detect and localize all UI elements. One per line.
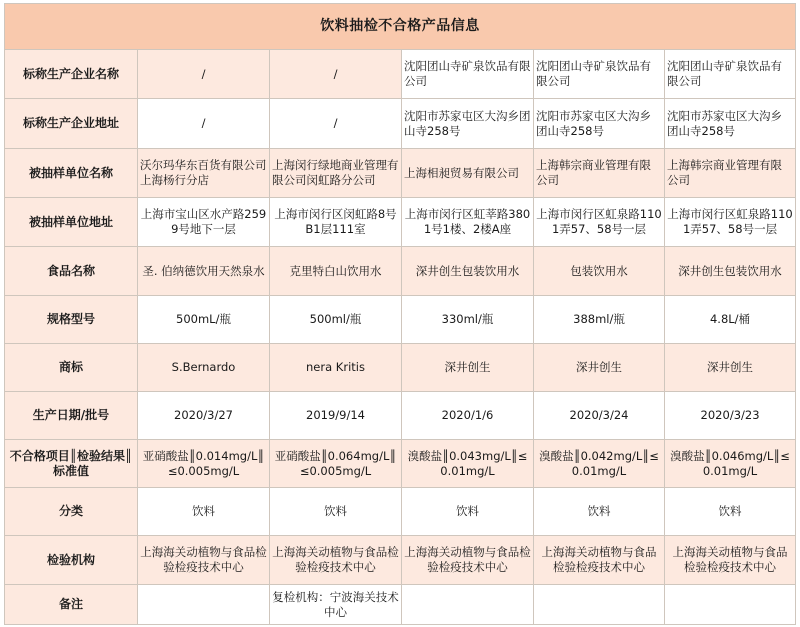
table-cell: 上海市宝山区水产路2599号地下一层 [138,198,270,247]
table-row-manufacturer-address [5,99,796,149]
table-cell: 深井创生 [402,344,534,392]
table-cell: 500mL/瓶 [138,296,270,344]
row-label: 生产日期/批号 [5,392,138,440]
table-cell: 上海市闵行区虹泉路1101弄57、58号一层 [665,198,796,247]
table-row-nonconforming-item [5,440,796,488]
table-cell: 上海海关动植物与食品检验检疫技术中心 [270,536,402,585]
table-cell: 上海韩宗商业管理有限公司 [665,149,796,198]
table-cell: 沈阳团山寺矿泉饮品有限公司 [534,50,665,99]
table-cell [665,585,796,625]
table-cell: 溴酸盐║0.043mg/L║≤0.01mg/L [402,440,534,488]
row-label: 检验机构 [5,536,138,585]
table-cell: 388ml/瓶 [534,296,665,344]
table-cell: 上海市闵行区虹莘路3801号1楼、2楼A座 [402,198,534,247]
row-label: 被抽样单位名称 [5,149,138,198]
table-cell: 沈阳团山寺矿泉饮品有限公司 [402,50,534,99]
product-info-table [4,3,796,625]
table-row-remarks [5,585,796,625]
table-cell: 圣. 伯纳德饮用天然泉水 [138,247,270,296]
table-cell: 溴酸盐║0.046mg/L║≤0.01mg/L [665,440,796,488]
title-row [5,4,796,50]
table-row-inspection-agency [5,536,796,585]
table-row-specification [5,296,796,344]
table-cell: 2020/3/23 [665,392,796,440]
table-cell: 2020/3/27 [138,392,270,440]
table-row-sampled-unit-name [5,149,796,198]
table-cell: 上海海关动植物与食品检验检疫技术中心 [534,536,665,585]
table-cell: 2019/9/14 [270,392,402,440]
table-cell: 上海市闵行区虹泉路1101弄57、58号一层 [534,198,665,247]
table-cell: / [138,50,270,99]
table-cell: 500ml/瓶 [270,296,402,344]
table-cell: 沈阳市苏家屯区大沟乡团山寺258号 [534,99,665,149]
table-cell: 溴酸盐║0.042mg/L║≤0.01mg/L [534,440,665,488]
table-cell [138,585,270,625]
row-label: 标称生产企业名称 [5,50,138,99]
table-cell: 上海海关动植物与食品检验检疫技术中心 [402,536,534,585]
table-cell: 上海闵行绿地商业管理有限公司闵虹路分公司 [270,149,402,198]
table-row-category [5,488,796,536]
row-label: 规格型号 [5,296,138,344]
row-label: 标称生产企业地址 [5,99,138,149]
table-cell: 饮料 [138,488,270,536]
table-cell: nera Kritis [270,344,402,392]
table-cell: 沃尔玛华东百货有限公司上海杨行分店 [138,149,270,198]
table-cell: / [138,99,270,149]
table-cell: 上海海关动植物与食品检验检疫技术中心 [138,536,270,585]
table-row-food-name [5,247,796,296]
table-cell: 亚硝酸盐║0.014mg/L║≤0.005mg/L [138,440,270,488]
table-cell: 330ml/瓶 [402,296,534,344]
row-label: 不合格项目║检验结果║标准值 [5,440,138,488]
table-cell: 克里特白山饮用水 [270,247,402,296]
row-label: 食品名称 [5,247,138,296]
table-row-manufacturer-name [5,50,796,99]
row-label: 商标 [5,344,138,392]
table-cell: S.Bernardo [138,344,270,392]
row-label: 被抽样单位地址 [5,198,138,247]
table-cell: 深井创生包装饮用水 [402,247,534,296]
table-cell: 饮料 [270,488,402,536]
table-cell: / [270,99,402,149]
table-cell: 饮料 [534,488,665,536]
table-cell: 4.8L/桶 [665,296,796,344]
table-cell: 上海相昶贸易有限公司 [402,149,534,198]
table-cell: 包装饮用水 [534,247,665,296]
table-cell [534,585,665,625]
row-label: 分类 [5,488,138,536]
table-cell: 深井创生 [534,344,665,392]
table-cell: 复检机构：宁波海关技术中心 [270,585,402,625]
table-cell: 深井创生 [665,344,796,392]
row-label: 备注 [5,585,138,625]
table-cell: 饮料 [665,488,796,536]
table-row-trademark [5,344,796,392]
table-cell: 深井创生包装饮用水 [665,247,796,296]
table-cell: 2020/3/24 [534,392,665,440]
table-cell: 上海海关动植物与食品检验检疫技术中心 [665,536,796,585]
table-cell: 沈阳市苏家屯区大沟乡团山寺258号 [665,99,796,149]
table-cell: / [270,50,402,99]
table-row-sampled-unit-address [5,198,796,247]
table-cell: 上海韩宗商业管理有限公司 [534,149,665,198]
table-title: 饮料抽检不合格产品信息 [5,4,796,50]
table-cell: 2020/1/6 [402,392,534,440]
table-row-production-date [5,392,796,440]
table-cell [402,585,534,625]
table-cell: 上海市闵行区闵虹路8号B1层111室 [270,198,402,247]
table-cell: 沈阳团山寺矿泉饮品有限公司 [665,50,796,99]
table-cell: 亚硝酸盐║0.064mg/L║≤0.005mg/L [270,440,402,488]
table-cell: 沈阳市苏家屯区大沟乡团山寺258号 [402,99,534,149]
table-cell: 饮料 [402,488,534,536]
